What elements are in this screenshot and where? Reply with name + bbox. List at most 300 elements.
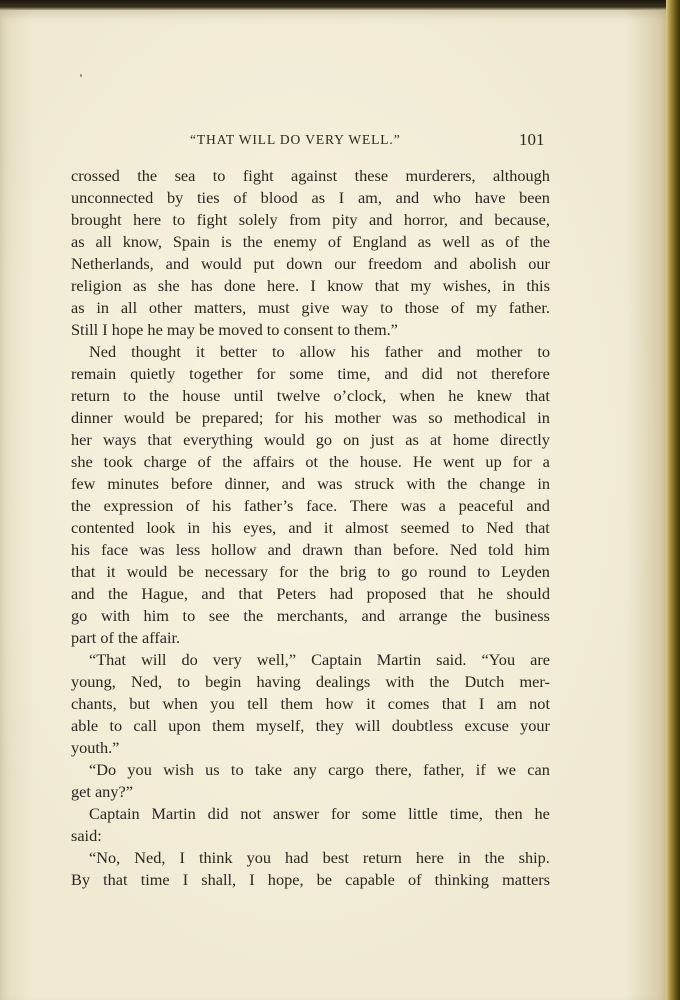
word: Captain xyxy=(89,804,140,823)
word: face xyxy=(101,540,129,559)
word: think xyxy=(199,848,233,867)
word: “No, xyxy=(89,848,121,867)
word: be xyxy=(316,870,333,889)
word: murderers, xyxy=(405,166,476,185)
word: a xyxy=(438,496,446,515)
gilt-page-edge xyxy=(666,0,680,1000)
word: the xyxy=(447,474,468,493)
word: the xyxy=(108,584,128,603)
word: then xyxy=(494,804,523,823)
word: until xyxy=(233,386,264,405)
word: here xyxy=(133,210,162,229)
word: will xyxy=(141,650,167,669)
word: and xyxy=(267,540,292,559)
word: see xyxy=(208,606,230,625)
word: business xyxy=(494,606,550,625)
word: methodical xyxy=(453,408,527,427)
word: with xyxy=(100,606,130,625)
word: your xyxy=(520,716,550,735)
word: is xyxy=(220,232,232,251)
word: ship. xyxy=(518,848,550,867)
word: with xyxy=(406,474,436,493)
page-speck xyxy=(80,74,82,77)
word: here xyxy=(415,848,444,867)
word: shall, xyxy=(201,870,237,889)
word: those xyxy=(404,298,440,317)
text-line xyxy=(71,737,550,759)
word: in xyxy=(537,474,550,493)
word: it xyxy=(106,562,116,581)
word: put xyxy=(253,254,275,273)
word: was xyxy=(139,540,165,559)
word: when xyxy=(162,694,198,713)
word: to xyxy=(461,518,475,537)
word: and xyxy=(433,254,458,273)
word: take xyxy=(254,760,282,779)
word: struck xyxy=(354,474,395,493)
text-line xyxy=(71,253,550,275)
word: to xyxy=(177,672,190,691)
word: eyes, xyxy=(243,518,277,537)
word: as xyxy=(405,430,419,449)
word: not xyxy=(529,694,550,713)
word: here. xyxy=(266,276,300,295)
word: that xyxy=(147,430,172,449)
text-line xyxy=(71,539,550,561)
word: well,” xyxy=(256,650,297,669)
word: not xyxy=(456,364,478,383)
word: but xyxy=(129,694,150,713)
word: By xyxy=(71,870,91,889)
word: I xyxy=(338,188,345,207)
word: excuse xyxy=(464,716,509,735)
word: He xyxy=(412,452,432,471)
word: contented xyxy=(71,518,135,537)
word: twelve xyxy=(276,386,321,405)
word: as xyxy=(71,298,85,317)
running-title: “THAT WILL DO VERY WELL.” xyxy=(190,132,401,147)
word: prepared; xyxy=(201,408,264,427)
book-page xyxy=(0,8,666,1000)
word: Martin xyxy=(151,804,196,823)
word: thought xyxy=(131,342,181,361)
word: go xyxy=(315,430,332,449)
word: that xyxy=(238,584,263,603)
word: in xyxy=(187,518,201,537)
text-line xyxy=(71,671,550,693)
text-line xyxy=(71,451,550,473)
word: when xyxy=(399,386,435,405)
word: his xyxy=(212,518,232,537)
word: fight xyxy=(196,210,228,229)
word: would xyxy=(126,562,168,581)
word: them xyxy=(212,716,245,735)
word: matters xyxy=(502,870,550,889)
word: with xyxy=(385,672,415,691)
word: ways xyxy=(102,430,137,449)
word: the xyxy=(309,562,329,581)
word: although xyxy=(492,166,550,185)
word: less xyxy=(175,540,201,559)
text-line xyxy=(71,825,550,847)
word: up xyxy=(485,452,502,471)
word: for xyxy=(256,364,276,383)
word: return xyxy=(362,848,402,867)
text-line xyxy=(71,627,550,649)
word: have xyxy=(474,188,506,207)
word: by xyxy=(167,188,184,207)
word: the xyxy=(530,232,550,251)
word: round xyxy=(428,562,467,581)
word: matters, xyxy=(194,298,247,317)
word: for xyxy=(330,804,350,823)
word: any xyxy=(293,760,317,779)
word: of xyxy=(407,870,422,889)
word: it xyxy=(323,518,333,537)
word: all xyxy=(120,298,138,317)
word: been xyxy=(519,188,550,207)
word: better xyxy=(219,342,257,361)
word: had xyxy=(285,848,309,867)
word: the xyxy=(461,606,482,625)
text-line xyxy=(71,209,550,231)
word: face. xyxy=(306,496,338,515)
word: I xyxy=(179,848,185,867)
word: Ned, xyxy=(134,848,166,867)
word: crossed xyxy=(71,166,120,185)
word: was xyxy=(317,474,343,493)
word: because, xyxy=(494,210,550,229)
word: minutes xyxy=(107,474,159,493)
word: be xyxy=(175,408,191,427)
text-line xyxy=(71,605,550,627)
word: go xyxy=(401,562,418,581)
word: mother xyxy=(476,342,523,361)
text-line xyxy=(71,561,550,583)
word: a xyxy=(542,452,550,471)
word: them xyxy=(280,694,314,713)
word: dinner xyxy=(71,408,113,427)
text-line xyxy=(71,869,550,891)
word: I xyxy=(310,276,316,295)
word: took xyxy=(103,452,133,471)
word: other xyxy=(148,298,183,317)
word: charge xyxy=(143,452,187,471)
word: arrange xyxy=(398,606,448,625)
page-top-edge xyxy=(0,0,680,10)
word: some xyxy=(289,364,324,383)
word: Netherlands, xyxy=(71,254,154,273)
text-line xyxy=(71,847,550,869)
text-line xyxy=(71,297,550,319)
word: father. xyxy=(508,298,550,317)
word: and xyxy=(526,496,550,515)
word: am xyxy=(496,694,517,713)
word: to xyxy=(537,342,550,361)
word: done xyxy=(223,276,256,295)
word: went xyxy=(442,452,475,471)
word: and xyxy=(165,254,190,273)
word: to xyxy=(182,606,196,625)
word: had xyxy=(329,584,354,603)
word: if xyxy=(475,760,486,779)
text-line xyxy=(71,187,550,209)
word: of xyxy=(327,232,342,251)
word: the xyxy=(222,452,243,471)
word: look xyxy=(146,518,176,537)
word: the xyxy=(243,606,264,625)
word: able xyxy=(71,716,99,735)
word: my xyxy=(476,298,497,317)
word: than xyxy=(353,540,382,559)
word: mer- xyxy=(519,672,550,691)
word: fight xyxy=(242,166,274,185)
text-line-content: part of the affair. xyxy=(71,628,181,647)
word: time, xyxy=(337,364,371,383)
word: blood xyxy=(260,188,298,207)
word: together xyxy=(189,364,243,383)
word: in xyxy=(502,276,516,295)
word: to xyxy=(172,210,186,229)
word: would xyxy=(200,254,242,273)
word: Ned xyxy=(486,518,514,537)
word: religion xyxy=(71,276,122,295)
word: and xyxy=(384,364,408,383)
word: before xyxy=(171,474,213,493)
word: would xyxy=(123,408,165,427)
text-line xyxy=(71,473,550,495)
word: the xyxy=(429,672,450,691)
word: well xyxy=(442,232,471,251)
word: this xyxy=(526,276,550,295)
text-line xyxy=(71,759,550,781)
word: am, xyxy=(357,188,382,207)
text-line-content: said: xyxy=(71,826,102,845)
word: so xyxy=(428,408,443,427)
word: from xyxy=(289,210,321,229)
word: knew xyxy=(476,386,513,405)
word: that xyxy=(374,276,400,295)
word: England xyxy=(352,232,407,251)
word: change xyxy=(479,474,526,493)
word: doubtless xyxy=(391,716,454,735)
word: unconnected xyxy=(71,188,154,207)
word: I xyxy=(478,694,485,713)
word: told xyxy=(488,540,514,559)
word: you xyxy=(210,694,235,713)
word: these xyxy=(354,166,389,185)
word: father’s xyxy=(243,496,294,515)
word: was xyxy=(391,408,418,427)
word: to xyxy=(123,386,136,405)
text-line xyxy=(71,803,550,825)
word: “That xyxy=(89,650,127,669)
word: can xyxy=(527,760,550,779)
word: go xyxy=(71,606,88,625)
word: not xyxy=(240,804,262,823)
word: it xyxy=(366,694,376,713)
word: sea xyxy=(174,166,196,185)
word: did xyxy=(207,804,229,823)
word: to xyxy=(380,298,393,317)
word: seemed xyxy=(400,518,450,537)
word: I xyxy=(249,870,255,889)
word: answer xyxy=(273,804,320,823)
word: I xyxy=(182,870,189,889)
word: therefore xyxy=(491,364,550,383)
word: having xyxy=(256,672,301,691)
word: return xyxy=(71,386,110,405)
word: my xyxy=(410,276,432,295)
word: must xyxy=(257,298,290,317)
word: the xyxy=(149,386,170,405)
word: Ned, xyxy=(130,672,163,691)
page-number: 101 xyxy=(519,130,545,149)
word: o’clock, xyxy=(333,386,387,405)
text-line-content: youth.” xyxy=(71,738,120,757)
word: house. xyxy=(359,452,402,471)
word: to xyxy=(230,760,244,779)
word: peaceful xyxy=(458,496,514,515)
word: the xyxy=(328,452,349,471)
text-line-content: get any?” xyxy=(71,782,133,801)
word: against xyxy=(291,166,338,185)
word: brought xyxy=(71,210,122,229)
word: dealings xyxy=(315,672,371,691)
word: him xyxy=(524,540,550,559)
word: that xyxy=(525,518,550,537)
word: that xyxy=(525,386,550,405)
text-line xyxy=(71,649,550,671)
word: “You xyxy=(481,650,516,669)
word: his xyxy=(71,540,91,559)
word: and xyxy=(437,342,462,361)
word: the xyxy=(484,848,505,867)
word: remain xyxy=(71,364,117,383)
word: are xyxy=(530,650,550,669)
text-line xyxy=(71,275,550,297)
word: we xyxy=(497,760,517,779)
word: as xyxy=(481,232,495,251)
word: the xyxy=(137,166,158,185)
word: father, xyxy=(423,760,465,779)
word: upon xyxy=(168,716,201,735)
word: enemy xyxy=(273,232,317,251)
word: almost xyxy=(345,518,389,537)
word: as xyxy=(311,188,326,207)
word: as xyxy=(417,232,432,251)
word: did xyxy=(421,364,443,383)
word: time xyxy=(140,870,170,889)
text-line xyxy=(71,693,550,715)
word: abolish xyxy=(469,254,517,273)
word: just xyxy=(370,430,395,449)
word: little xyxy=(408,804,438,823)
word: necessary xyxy=(204,562,269,581)
word: thinking xyxy=(434,870,489,889)
word: tell xyxy=(247,694,269,713)
word: Spain xyxy=(172,232,210,251)
word: cargo xyxy=(328,760,364,779)
word: will xyxy=(355,716,381,735)
word: do xyxy=(181,650,198,669)
text-line xyxy=(71,231,550,253)
text-line xyxy=(71,715,550,737)
word: you xyxy=(127,760,152,779)
word: Ned xyxy=(449,540,477,559)
word: and xyxy=(71,584,95,603)
word: home xyxy=(452,430,489,449)
word: father xyxy=(384,342,423,361)
word: mother xyxy=(334,408,381,427)
word: Captain xyxy=(311,650,362,669)
word: to xyxy=(477,562,491,581)
word: and xyxy=(201,584,225,603)
word: Hague, xyxy=(141,584,188,603)
word: to xyxy=(212,166,226,185)
word: best xyxy=(322,848,349,867)
word: the xyxy=(71,496,91,515)
word: comes xyxy=(387,694,430,713)
word: call xyxy=(133,716,157,735)
running-head xyxy=(0,130,666,152)
word: Peters xyxy=(276,584,317,603)
word: and xyxy=(368,210,393,229)
word: to xyxy=(109,716,123,735)
word: who xyxy=(432,188,461,207)
text-line xyxy=(71,781,550,803)
word: wish xyxy=(163,760,194,779)
word: pity xyxy=(332,210,358,229)
word: was xyxy=(400,496,426,515)
word: it xyxy=(195,342,205,361)
word: very xyxy=(212,650,242,669)
word: down xyxy=(286,254,323,273)
text-line xyxy=(71,407,550,429)
text-line xyxy=(71,341,550,363)
word: affairs xyxy=(253,452,295,471)
word: of xyxy=(450,298,465,317)
word: merchants, xyxy=(276,606,348,625)
body-text xyxy=(71,165,550,891)
word: she xyxy=(71,452,93,471)
word: of xyxy=(233,188,247,207)
text-line xyxy=(71,583,550,605)
word: for xyxy=(512,452,532,471)
word: ties xyxy=(197,188,220,207)
word: that xyxy=(441,694,467,713)
word: “Do xyxy=(89,760,117,779)
word: drawn xyxy=(302,540,343,559)
word: at xyxy=(429,430,442,449)
word: of xyxy=(505,232,520,251)
word: our xyxy=(528,254,550,273)
word: be xyxy=(178,562,194,581)
word: she xyxy=(157,276,180,295)
word: some xyxy=(361,804,397,823)
word: horror, xyxy=(403,210,448,229)
word: of xyxy=(197,452,212,471)
text-line xyxy=(71,319,550,341)
word: before. xyxy=(393,540,439,559)
word: on xyxy=(343,430,360,449)
word: there, xyxy=(375,760,412,779)
word: as xyxy=(132,276,147,295)
word: know, xyxy=(122,232,162,251)
word: begin xyxy=(205,672,242,691)
word: of xyxy=(185,496,200,515)
word: everything xyxy=(183,430,253,449)
